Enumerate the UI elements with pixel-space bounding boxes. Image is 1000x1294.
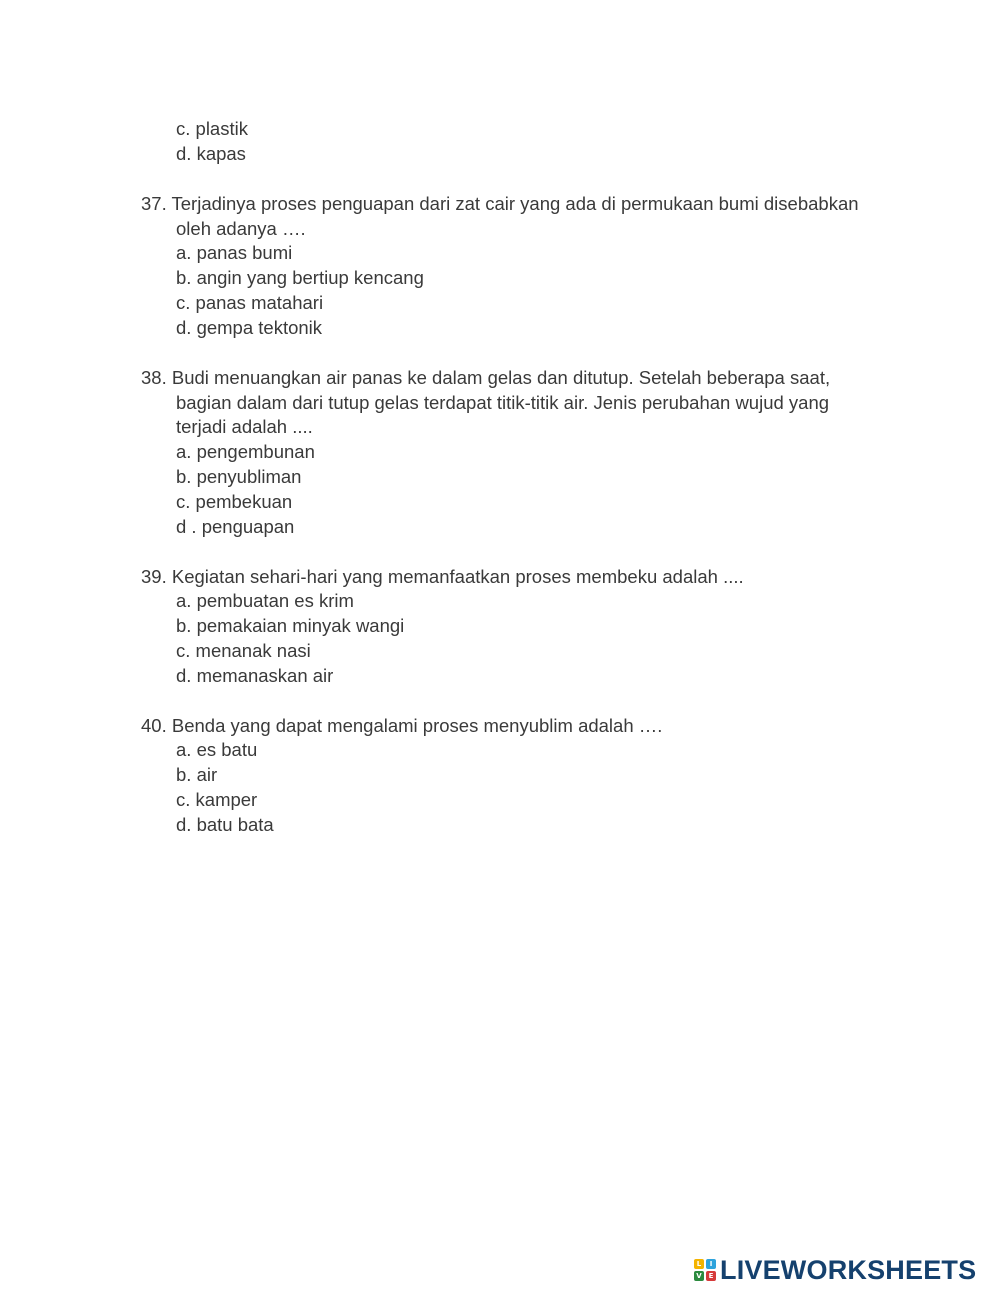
question-39-option-c: c. menanak nasi: [176, 640, 311, 661]
logo-mark-letter: I: [706, 1259, 716, 1269]
question-37-text-cont: oleh adanya ….: [176, 218, 306, 239]
logo-mark-letter: E: [706, 1271, 716, 1281]
question-38-option-b: b. penyubliman: [176, 466, 302, 487]
logo-mark-letter: V: [694, 1271, 704, 1281]
question-38-text-cont-1: bagian dalam dari tutup gelas terdapat titik-titik air. Jenis perubahan wujud yang: [176, 392, 830, 413]
question-38-text-cont-2: terjadi adalah ....: [176, 416, 313, 437]
question-37-option-a: a. panas bumi: [176, 242, 293, 263]
question-37-text: 37. Terjadinya proses penguapan dari zat cair yang ada di permukaan bumi disebabkan: [141, 193, 859, 214]
question-37-option-b: b. angin yang bertiup kencang: [176, 267, 424, 288]
question-39-option-d: d. memanaskan air: [176, 665, 334, 686]
question-40-option-c: c. kamper: [176, 789, 258, 810]
question-40-text: 40. Benda yang dapat mengalami proses menyublim adalah ….: [141, 715, 663, 736]
question-37-option-d: d. gempa tektonik: [176, 317, 323, 338]
question-38-option-a: a. pengembunan: [176, 441, 315, 462]
logo-mark-letter: L: [694, 1259, 704, 1269]
question-40-option-b: b. air: [176, 764, 218, 785]
question-40-option-a: a. es batu: [176, 739, 258, 760]
question-40-option-d: d. batu bata: [176, 814, 274, 835]
question-38-option-d: d . penguapan: [176, 516, 295, 537]
liveworksheets-logo: [694, 1256, 976, 1284]
question-39-option-a: a. pembuatan es krim: [176, 590, 354, 611]
question-38-text: 38. Budi menuangkan air panas ke dalam gelas dan ditutup. Setelah beberapa saat,: [141, 367, 831, 388]
logo-text: LIVEWORKSHEETS: [720, 1255, 977, 1285]
question-39-option-b: b. pemakaian minyak wangi: [176, 615, 405, 636]
question-38-option-c: c. pembekuan: [176, 491, 293, 512]
question-39-text: 39. Kegiatan sehari-hari yang memanfaatkan proses membeku adalah ....: [141, 566, 744, 587]
option-prev-c: c. plastik: [176, 118, 248, 139]
logo-mark-icon: [694, 1259, 716, 1281]
option-prev-d: d. kapas: [176, 143, 246, 164]
question-37-option-c: c. panas matahari: [176, 292, 324, 313]
